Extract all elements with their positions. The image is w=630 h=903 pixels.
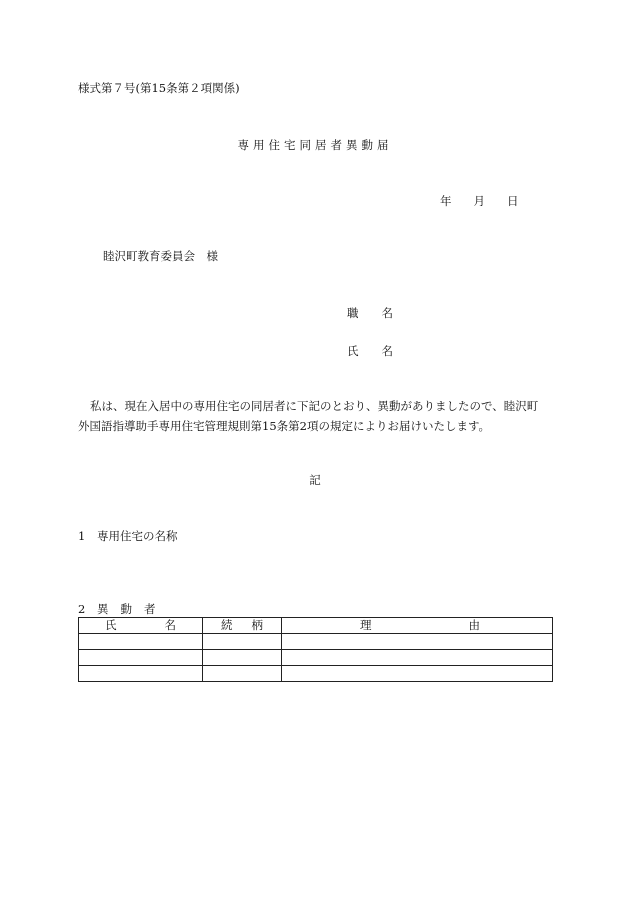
body-line-1: 私は、現在入居中の専用住宅の同居者に下記のとおり、異動がありましたので、睦沢町: [90, 399, 539, 413]
job-title-label: [347, 305, 393, 321]
cell-reason[interactable]: [282, 634, 553, 650]
header-relation-char-1: 続: [221, 618, 233, 632]
date-day-label: 日: [507, 194, 519, 208]
ki-heading: 記: [309, 473, 321, 487]
header-name-char-2: 名: [164, 618, 176, 632]
section-movers: [78, 601, 156, 617]
header-reason: [282, 618, 553, 634]
header-name: [79, 618, 203, 634]
section-2-char-2: 動: [120, 602, 132, 616]
header-reason-char-1: 理: [360, 618, 372, 632]
table-header-row: [79, 618, 553, 634]
header-reason-char-2: 由: [468, 618, 480, 632]
cell-reason[interactable]: [282, 666, 553, 682]
section-housing-name: [78, 528, 178, 544]
cell-relation[interactable]: [203, 650, 282, 666]
header-name-char-1: 氏: [105, 618, 117, 632]
table-row: [79, 650, 553, 666]
applicant-name-char-2: 名: [381, 344, 393, 358]
cell-reason[interactable]: [282, 650, 553, 666]
header-relation: [203, 618, 282, 634]
job-title-char-1: 職: [347, 306, 359, 320]
table-row: [79, 634, 553, 650]
cell-name[interactable]: [79, 666, 203, 682]
section-2-char-3: 者: [144, 602, 156, 616]
cell-relation[interactable]: [203, 666, 282, 682]
section-1-label: 専用住宅の名称: [97, 529, 178, 543]
header-relation-char-2: 柄: [251, 618, 263, 632]
date-month-label: 月: [473, 194, 485, 208]
applicant-name-char-1: 氏: [347, 344, 359, 358]
addressee: 睦沢町教育委員会 様: [103, 249, 218, 263]
date-line: [440, 193, 519, 209]
body-line-2: 外国語指導助手専用住宅管理規則第15条第2項の規定によりお届けいたします。: [78, 419, 491, 433]
job-title-char-2: 名: [381, 306, 393, 320]
cell-name[interactable]: [79, 650, 203, 666]
date-year-label: 年: [440, 194, 452, 208]
movers-table: [78, 617, 553, 682]
table-row: [79, 666, 553, 682]
cell-relation[interactable]: [203, 634, 282, 650]
section-2-number: 2: [78, 602, 86, 616]
document-title: 専用住宅同居者異動届: [237, 138, 393, 152]
cell-name[interactable]: [79, 634, 203, 650]
body-paragraph: [78, 396, 554, 436]
form-number: 様式第７号(第15条第２項関係): [78, 81, 240, 95]
section-1-number: 1: [78, 529, 86, 543]
applicant-name-label: [347, 343, 393, 359]
section-2-char-1: 異: [97, 602, 109, 616]
